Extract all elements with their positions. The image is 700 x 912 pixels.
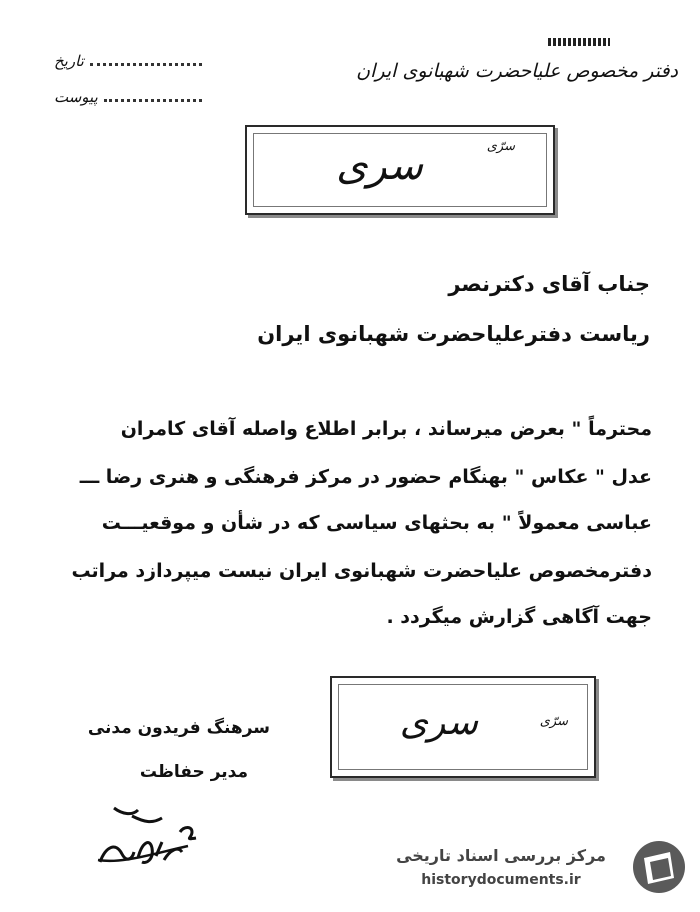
signatory-name: سرهنگ فریدون مدنی	[87, 718, 270, 738]
addressee-title: ریاست دفترعلیاحضرت شهبانوی ایران	[257, 322, 650, 346]
signatory-title: مدیر حفاظت	[139, 762, 248, 782]
classification-stamp-bottom	[330, 676, 596, 778]
stamp-main-text: سری	[399, 702, 478, 743]
watermark-title: مرکز بررسی اسناد تاریخی	[396, 846, 606, 865]
handwritten-signature	[92, 802, 202, 870]
classification-stamp-top	[245, 125, 555, 215]
ink-marks	[548, 38, 610, 46]
date-label: تاریخ	[54, 52, 84, 70]
letterhead-office: دفتر مخصوص علیاحضرت شهبانوی ایران	[356, 60, 678, 82]
body-line: جهت آگاهی گزارش میگردد .	[386, 606, 652, 628]
date-field	[54, 46, 202, 70]
body-line: دفترمخصوص علیاحضرت شهبانوی ایران نیست میپردازد مراتب	[71, 560, 652, 582]
date-dotted-line	[90, 63, 202, 66]
attachment-dotted-line	[104, 99, 202, 102]
stamp-small-text: سرّی	[539, 714, 568, 729]
body-line: عباسی معمولاً " به بحثهای سیاسی که در شأن و موقعیـــت	[101, 512, 652, 534]
attachment-label: پیوست	[54, 88, 98, 106]
watermark-url: historydocuments.ir	[421, 872, 581, 888]
body-line: محترماً " بعرض میرساند ، برابر اطلاع واصله آقای کامران	[120, 418, 652, 440]
stamp-main-text: سری	[336, 143, 423, 189]
body-line: عدل " عکاس " بهنگام حضور در مرکز فرهنگی و هنری رضا ـــ	[79, 466, 652, 488]
center-logo-icon	[630, 838, 688, 896]
addressee-name: جناب آقای دکترنصر	[448, 272, 650, 296]
attachment-field	[54, 82, 202, 106]
stamp-small-text: سرّی	[486, 139, 515, 154]
